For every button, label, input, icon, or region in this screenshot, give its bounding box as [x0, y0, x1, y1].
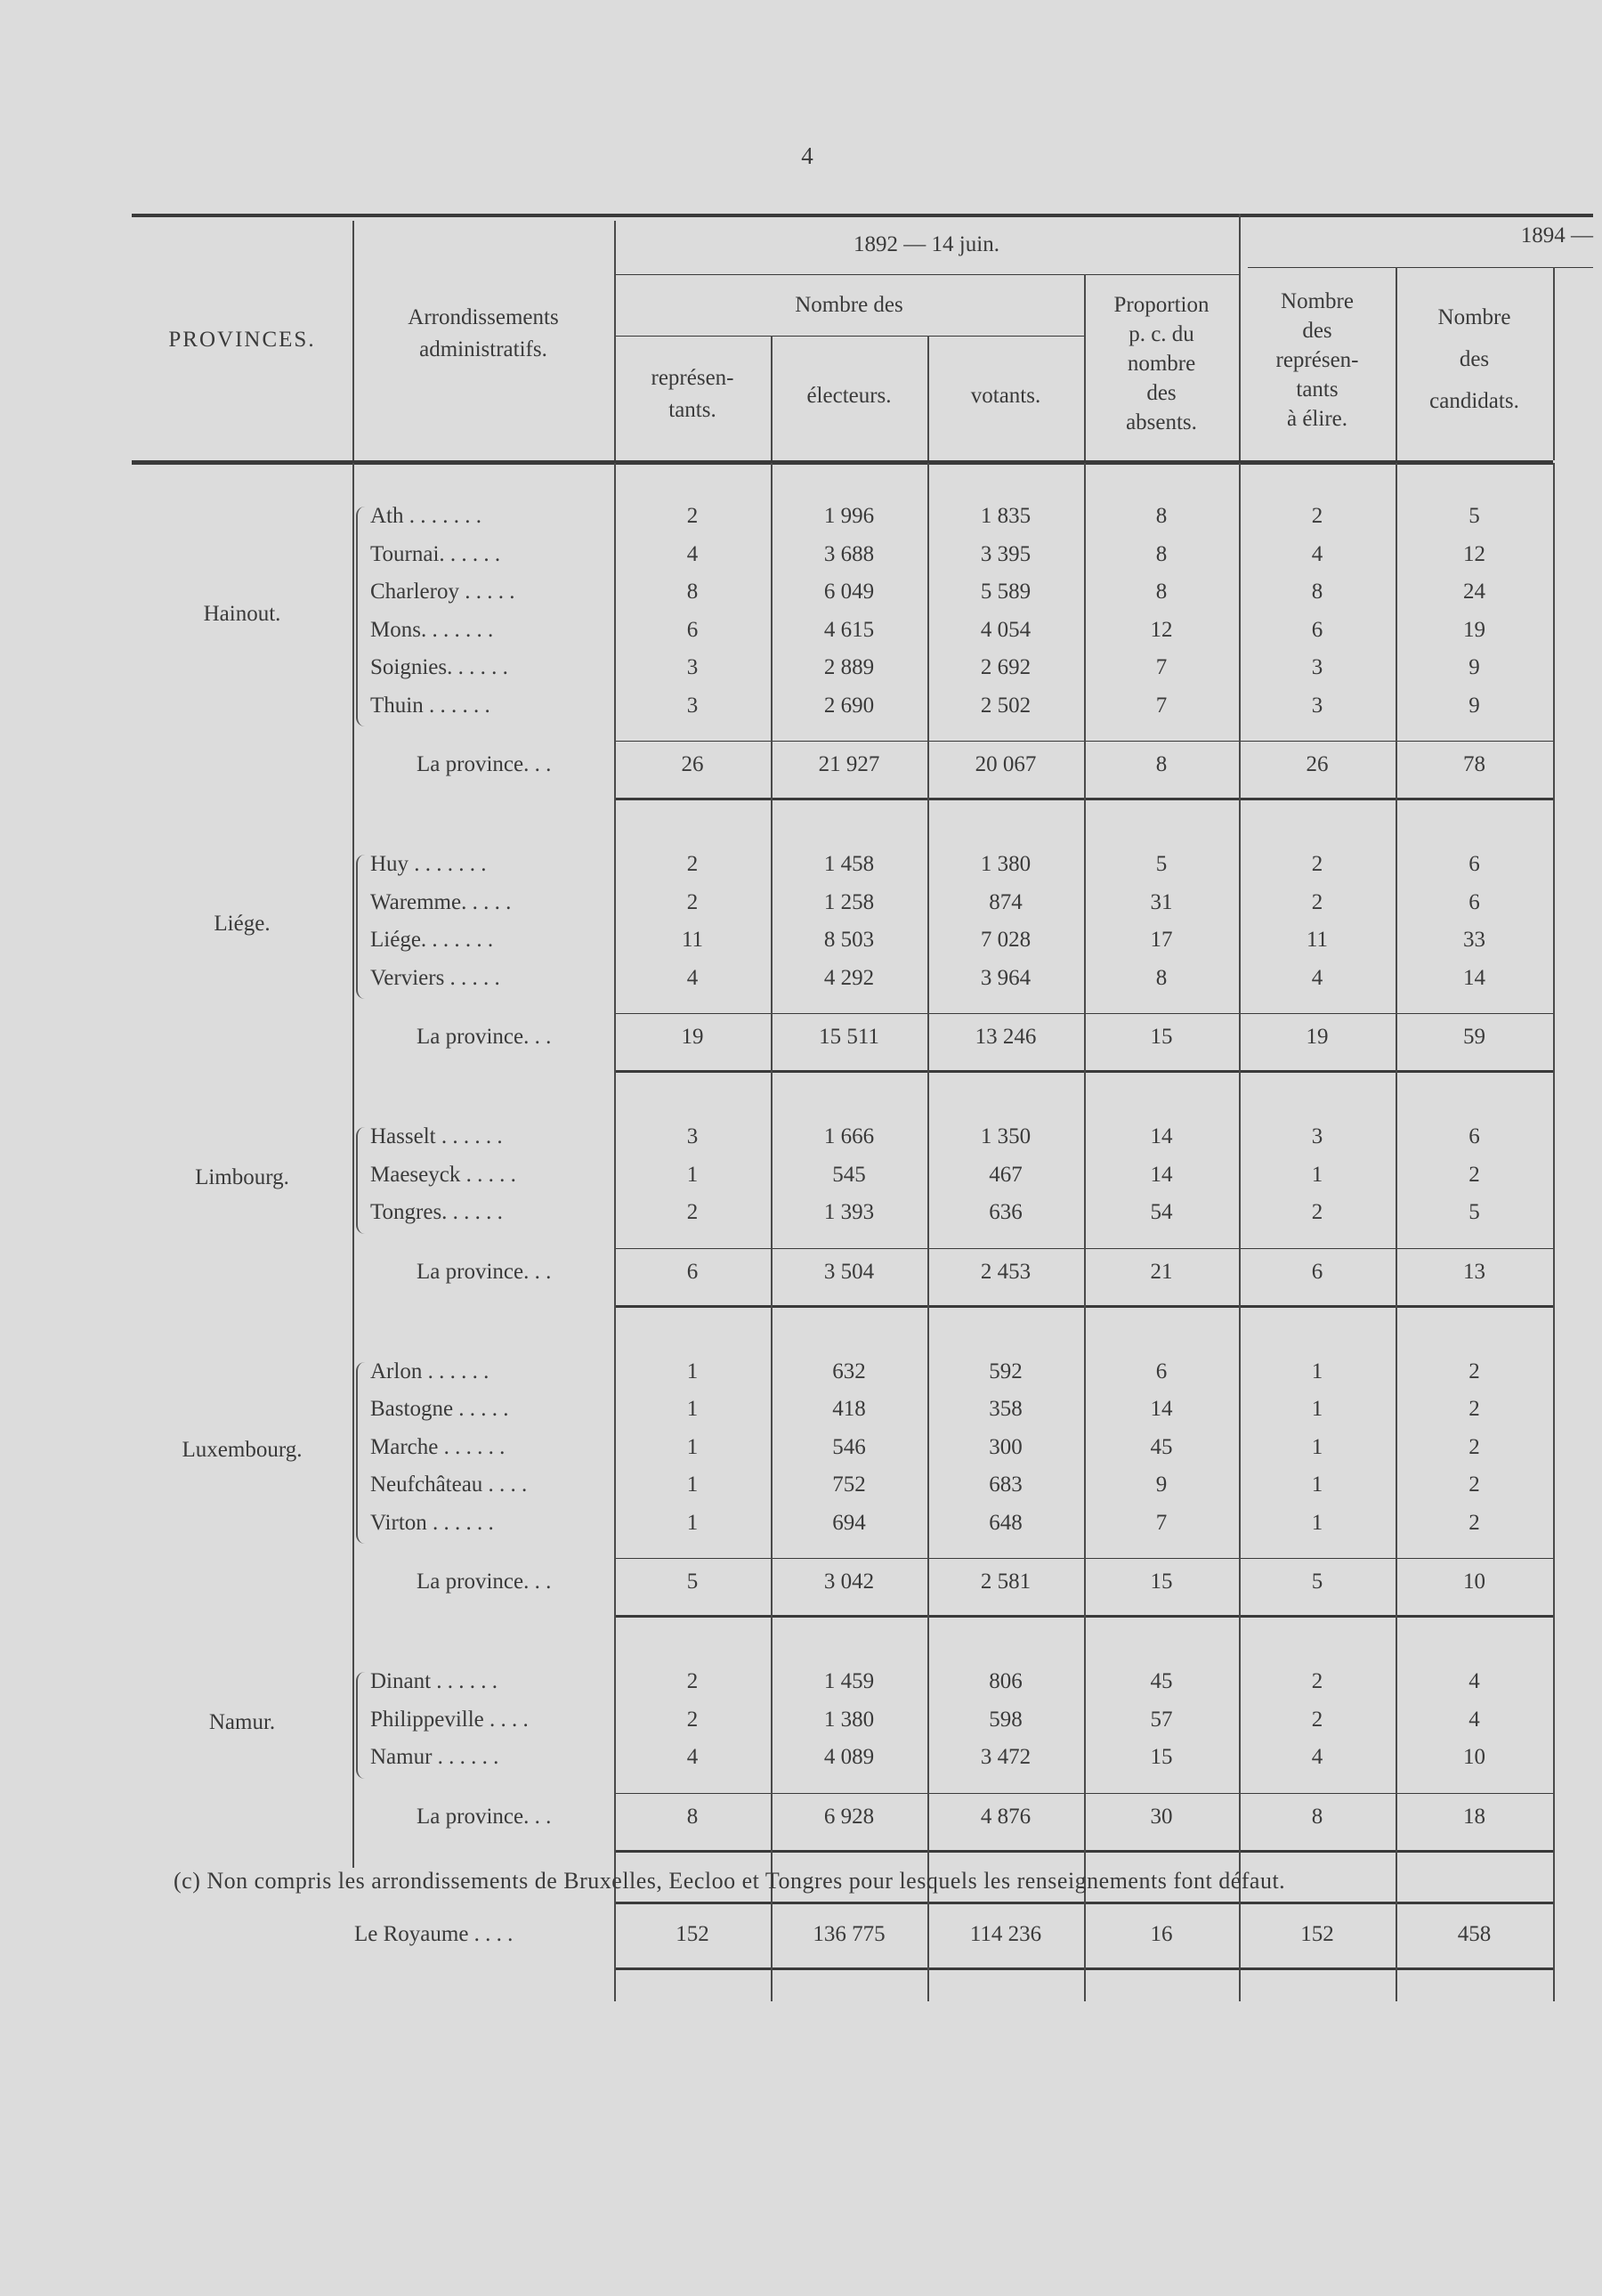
cell-vot: 636: [989, 1200, 1023, 1224]
total-rep: 5: [686, 1570, 699, 1594]
cell-rep: 3: [686, 693, 699, 718]
cell-cand: 12: [1463, 541, 1485, 566]
cell-vot: 683: [989, 1473, 1023, 1497]
header-arrondissements: administratifs.: [419, 337, 547, 361]
arrondissement-name: Soignies. . . . . .: [370, 655, 508, 679]
cell-rep: 1: [686, 1359, 699, 1383]
cell-vot: 3 472: [980, 1745, 1032, 1769]
cell-rep: 3: [686, 655, 699, 679]
column-rule: [1084, 463, 1086, 2001]
cell-abs: 57: [1150, 1707, 1173, 1732]
province-total-label: La province. . .: [417, 752, 552, 776]
header-representants-elire: des: [1302, 319, 1332, 343]
cell-ele: 546: [832, 1434, 866, 1459]
column-rule: [1239, 214, 1241, 460]
cell-vot: 806: [989, 1669, 1023, 1693]
header-representants-elire: à élire.: [1286, 407, 1347, 431]
cell-vot: 1 380: [980, 852, 1032, 876]
cell-elire: 2: [1311, 852, 1323, 876]
arrondissement-name: Verviers . . . . .: [370, 965, 500, 990]
cell-vot: 2 502: [980, 693, 1032, 718]
cell-cand: 5: [1468, 1200, 1480, 1224]
cell-cand: 2: [1468, 1162, 1480, 1187]
cell-vot: 874: [989, 889, 1023, 914]
cell-elire: 8: [1311, 580, 1323, 604]
royaume-elire: 152: [1300, 1921, 1334, 1946]
cell-abs: 8: [1155, 965, 1168, 990]
cell-cand: 10: [1463, 1745, 1485, 1769]
column-rule: [614, 221, 616, 460]
cell-cand: 2: [1468, 1397, 1480, 1421]
cell-rep: 3: [686, 1124, 699, 1148]
cell-ele: 1 393: [823, 1200, 875, 1224]
cell-abs: 8: [1155, 580, 1168, 604]
cell-vot: 598: [989, 1707, 1023, 1732]
header-proportion: absents.: [1126, 410, 1197, 434]
header-representants-elire: tants: [1296, 377, 1339, 402]
province-name: Luxembourg.: [182, 1437, 303, 1462]
cell-elire: 6: [1311, 617, 1323, 642]
cell-cand: 2: [1468, 1434, 1480, 1459]
royaume-label: Le Royaume . . . .: [354, 1921, 514, 1946]
province-total-label: La province. . .: [417, 1025, 552, 1049]
province-total-label: La province. . .: [417, 1804, 552, 1829]
arrondissement-name: Marche . . . . . .: [370, 1434, 506, 1459]
province-total-label: La province. . .: [417, 1570, 552, 1594]
cell-rep: 2: [686, 1707, 699, 1732]
cell-ele: 4 292: [823, 965, 875, 990]
cell-abs: 12: [1150, 617, 1173, 642]
top-rule: [132, 214, 1593, 217]
column-rule: [771, 463, 773, 2001]
province-brace: [356, 1362, 368, 1545]
year-rule: [614, 274, 1239, 275]
cell-cand: 2: [1468, 1473, 1480, 1497]
total-vot: 4 876: [980, 1804, 1032, 1829]
cell-ele: 3 688: [823, 541, 875, 566]
cell-rep: 1: [686, 1434, 699, 1459]
cell-cand: 6: [1468, 852, 1480, 876]
total-elire: 26: [1306, 752, 1329, 776]
header-arrondissements: Arrondissements: [408, 305, 559, 329]
column-rule: [927, 336, 929, 460]
cell-elire: 4: [1311, 965, 1323, 990]
cell-ele: 1 458: [823, 852, 875, 876]
header-candidats: Nombre: [1437, 305, 1511, 329]
header-proportion: p. c. du: [1129, 322, 1194, 346]
arrondissement-name: Arlon . . . . . .: [370, 1359, 490, 1383]
province-name: Hainout.: [203, 601, 281, 626]
cell-abs: 5: [1155, 852, 1168, 876]
cell-abs: 15: [1150, 1745, 1173, 1769]
cell-cand: 19: [1463, 617, 1485, 642]
arrondissement-name: Liége. . . . . . .: [370, 928, 494, 952]
header-year-1892: 1892 — 14 juin.: [854, 232, 999, 256]
cell-abs: 45: [1150, 1434, 1173, 1459]
total-ele: 15 511: [819, 1025, 879, 1049]
arrondissement-name: Ath . . . . . . .: [370, 504, 481, 528]
total-elire: 8: [1311, 1804, 1323, 1829]
header-proportion: des: [1146, 381, 1177, 405]
total-ele: 21 927: [818, 752, 880, 776]
total-abs: 8: [1155, 752, 1168, 776]
cell-vot: 4 054: [980, 617, 1032, 642]
cell-ele: 632: [832, 1359, 866, 1383]
cell-vot: 2 692: [980, 655, 1032, 679]
cell-elire: 4: [1311, 1745, 1323, 1769]
header-representants: représen-: [651, 366, 734, 390]
cell-cand: 24: [1463, 580, 1485, 604]
cell-abs: 8: [1155, 504, 1168, 528]
cell-cand: 6: [1468, 889, 1480, 914]
column-rule: [614, 463, 616, 2001]
cell-elire: 2: [1311, 1707, 1323, 1732]
total-abs: 15: [1150, 1025, 1173, 1049]
arrondissement-name: Waremme. . . . .: [370, 889, 512, 914]
cell-abs: 7: [1155, 655, 1168, 679]
cell-rep: 1: [686, 1397, 699, 1421]
royaume-ele: 136 775: [813, 1921, 886, 1946]
header-candidats: des: [1459, 347, 1490, 371]
cell-vot: 300: [989, 1434, 1023, 1459]
column-rule: [1396, 463, 1397, 2001]
total-cand: 78: [1463, 752, 1485, 776]
cell-elire: 1: [1311, 1434, 1323, 1459]
cell-cand: 6: [1468, 1124, 1480, 1148]
cell-vot: 358: [989, 1397, 1023, 1421]
header-votants: votants.: [970, 384, 1041, 408]
cell-elire: 2: [1311, 1200, 1323, 1224]
arrondissement-name: Huy . . . . . . .: [370, 852, 487, 876]
column-rule: [771, 336, 773, 460]
cell-elire: 1: [1311, 1359, 1323, 1383]
total-cand: 18: [1463, 1804, 1485, 1829]
total-vot: 2 453: [980, 1259, 1032, 1284]
total-elire: 5: [1311, 1570, 1323, 1594]
arrondissement-name: Virton . . . . . .: [370, 1510, 494, 1535]
header-bottom-rule: [132, 460, 1553, 465]
cell-vot: 3 395: [980, 541, 1032, 566]
cell-elire: 2: [1311, 1669, 1323, 1693]
province-name: Liége.: [214, 912, 271, 936]
arrondissement-name: Maeseyck . . . . .: [370, 1162, 516, 1187]
cell-elire: 1: [1311, 1510, 1323, 1535]
arrondissement-name: Mons. . . . . . .: [370, 617, 494, 642]
total-abs: 21: [1150, 1259, 1173, 1284]
cell-ele: 2 690: [823, 693, 875, 718]
royaume-vot: 114 236: [969, 1921, 1042, 1946]
cell-vot: 467: [989, 1162, 1023, 1187]
cell-ele: 2 889: [823, 655, 875, 679]
column-rule: [1553, 267, 1555, 460]
cell-abs: 6: [1155, 1359, 1168, 1383]
cell-abs: 9: [1155, 1473, 1168, 1497]
total-rep: 26: [681, 752, 704, 776]
arrondissement-name: Tongres. . . . . .: [370, 1200, 503, 1224]
cell-ele: 6 049: [823, 580, 875, 604]
cell-abs: 45: [1150, 1669, 1173, 1693]
cell-abs: 7: [1155, 1510, 1168, 1535]
total-rep: 8: [686, 1804, 699, 1829]
cell-abs: 8: [1155, 541, 1168, 566]
cell-cand: 33: [1463, 928, 1485, 952]
arrondissement-name: Neufchâteau . . . .: [370, 1473, 528, 1497]
cell-cand: 2: [1468, 1510, 1480, 1535]
province-name: Limbourg.: [195, 1164, 289, 1189]
cell-elire: 11: [1306, 928, 1329, 952]
cell-vot: 592: [989, 1359, 1023, 1383]
column-rule: [1553, 463, 1555, 2001]
cell-vot: 648: [989, 1510, 1023, 1535]
cell-cand: 4: [1468, 1707, 1480, 1732]
cell-cand: 14: [1463, 965, 1485, 990]
cell-elire: 3: [1311, 1124, 1323, 1148]
cell-rep: 2: [686, 1200, 699, 1224]
header-proportion: nombre: [1127, 352, 1196, 376]
cell-rep: 11: [681, 928, 704, 952]
province-name: Namur.: [208, 1709, 276, 1734]
cell-vot: 5 589: [980, 580, 1032, 604]
cell-abs: 14: [1150, 1397, 1173, 1421]
page-number: 4: [801, 142, 813, 169]
province-brace: [356, 855, 368, 999]
cell-vot: 7 028: [980, 928, 1032, 952]
header-provinces: PROVINCES.: [168, 328, 316, 352]
arrondissement-name: Namur . . . . . .: [370, 1745, 499, 1769]
nombre-rule: [614, 336, 1084, 337]
cell-abs: 17: [1150, 928, 1173, 952]
cell-cand: 2: [1468, 1359, 1480, 1383]
cell-abs: 7: [1155, 693, 1168, 718]
province-brace: [356, 1127, 368, 1234]
cell-rep: 1: [686, 1510, 699, 1535]
total-cand: 13: [1463, 1259, 1485, 1284]
cell-rep: 1: [686, 1162, 699, 1187]
header-representants-elire: représen-: [1275, 348, 1359, 372]
header-candidats: candidats.: [1429, 389, 1519, 413]
arr-column-rule: [352, 463, 354, 1868]
cell-cand: 9: [1468, 655, 1480, 679]
total-ele: 6 928: [823, 1804, 875, 1829]
cell-ele: 4 615: [823, 617, 875, 642]
cell-rep: 6: [686, 617, 699, 642]
arrondissement-name: Philippeville . . . .: [370, 1707, 529, 1732]
cell-rep: 1: [686, 1473, 699, 1497]
cell-ele: 694: [832, 1510, 866, 1535]
header-representants-elire: Nombre: [1281, 289, 1354, 313]
cell-ele: 1 996: [823, 504, 875, 528]
arrondissement-name: Charleroy . . . . .: [370, 580, 515, 604]
cell-ele: 8 503: [823, 928, 875, 952]
cell-rep: 4: [686, 541, 699, 566]
column-rule: [352, 221, 354, 460]
total-ele: 3 504: [823, 1259, 875, 1284]
cell-abs: 14: [1150, 1162, 1173, 1187]
cell-rep: 2: [686, 852, 699, 876]
cell-ele: 1 258: [823, 889, 875, 914]
arrondissement-name: Hasselt . . . . . .: [370, 1124, 503, 1148]
cell-rep: 2: [686, 504, 699, 528]
cell-abs: 31: [1150, 889, 1173, 914]
cell-abs: 14: [1150, 1124, 1173, 1148]
royaume-cand: 458: [1457, 1921, 1492, 1946]
total-vot: 2 581: [980, 1570, 1032, 1594]
column-rule: [927, 463, 929, 2001]
cell-ele: 4 089: [823, 1745, 875, 1769]
cell-rep: 4: [686, 965, 699, 990]
arrondissement-name: Bastogne . . . . .: [370, 1397, 509, 1421]
footnote: (c) Non compris les arrondissements de Bruxelles, Eecloo et Tongres pour lesquels les renseignements font défaut.: [174, 1868, 1286, 1894]
cell-ele: 1 380: [823, 1707, 875, 1732]
cell-elire: 2: [1311, 889, 1323, 914]
total-rep: 19: [681, 1025, 704, 1049]
total-rep: 6: [686, 1259, 699, 1284]
header-nombre-des: Nombre des: [795, 293, 903, 317]
total-elire: 6: [1311, 1259, 1323, 1284]
cell-vot: 3 964: [980, 965, 1032, 990]
cell-ele: 545: [832, 1162, 866, 1187]
arrondissement-name: Tournai. . . . . .: [370, 541, 501, 566]
cell-abs: 54: [1150, 1200, 1173, 1224]
cell-vot: 1 835: [980, 504, 1032, 528]
cell-elire: 1: [1311, 1397, 1323, 1421]
column-rule: [1084, 274, 1086, 460]
header-representants: tants.: [668, 398, 716, 422]
arrondissement-name: Dinant . . . . . .: [370, 1669, 498, 1693]
cell-cand: 5: [1468, 504, 1480, 528]
cell-elire: 2: [1311, 504, 1323, 528]
year1894-rule: [1248, 267, 1593, 268]
total-elire: 19: [1306, 1025, 1329, 1049]
royaume-rep: 152: [676, 1921, 709, 1946]
total-vot: 13 246: [975, 1025, 1037, 1049]
cell-elire: 4: [1311, 541, 1323, 566]
cell-elire: 1: [1311, 1473, 1323, 1497]
total-cand: 10: [1463, 1570, 1485, 1594]
cell-ele: 752: [832, 1473, 866, 1497]
total-cand: 59: [1463, 1025, 1485, 1049]
cell-vot: 1 350: [980, 1124, 1032, 1148]
cell-elire: 1: [1311, 1162, 1323, 1187]
total-abs: 30: [1150, 1804, 1173, 1829]
column-rule: [1239, 463, 1241, 2001]
province-brace: [356, 507, 368, 726]
cell-cand: 9: [1468, 693, 1480, 718]
cell-rep: 2: [686, 889, 699, 914]
header-proportion: Proportion: [1113, 293, 1210, 317]
total-vot: 20 067: [975, 752, 1037, 776]
cell-cand: 4: [1468, 1669, 1480, 1693]
royaume-abs: 16: [1150, 1921, 1173, 1946]
total-ele: 3 042: [823, 1570, 875, 1594]
province-brace: [356, 1672, 368, 1779]
cell-rep: 8: [686, 580, 699, 604]
cell-ele: 1 666: [823, 1124, 875, 1148]
header-electeurs: électeurs.: [806, 384, 892, 408]
province-total-label: La province. . .: [417, 1259, 552, 1284]
cell-rep: 4: [686, 1745, 699, 1769]
cell-ele: 1 459: [823, 1669, 875, 1693]
cell-elire: 3: [1311, 655, 1323, 679]
arrondissement-name: Thuin . . . . . .: [370, 693, 490, 718]
cell-ele: 418: [832, 1397, 866, 1421]
cell-elire: 3: [1311, 693, 1323, 718]
column-rule: [1396, 267, 1397, 460]
cell-rep: 2: [686, 1669, 699, 1693]
header-year-1894: 1894 —: [1520, 223, 1593, 247]
total-abs: 15: [1150, 1570, 1173, 1594]
